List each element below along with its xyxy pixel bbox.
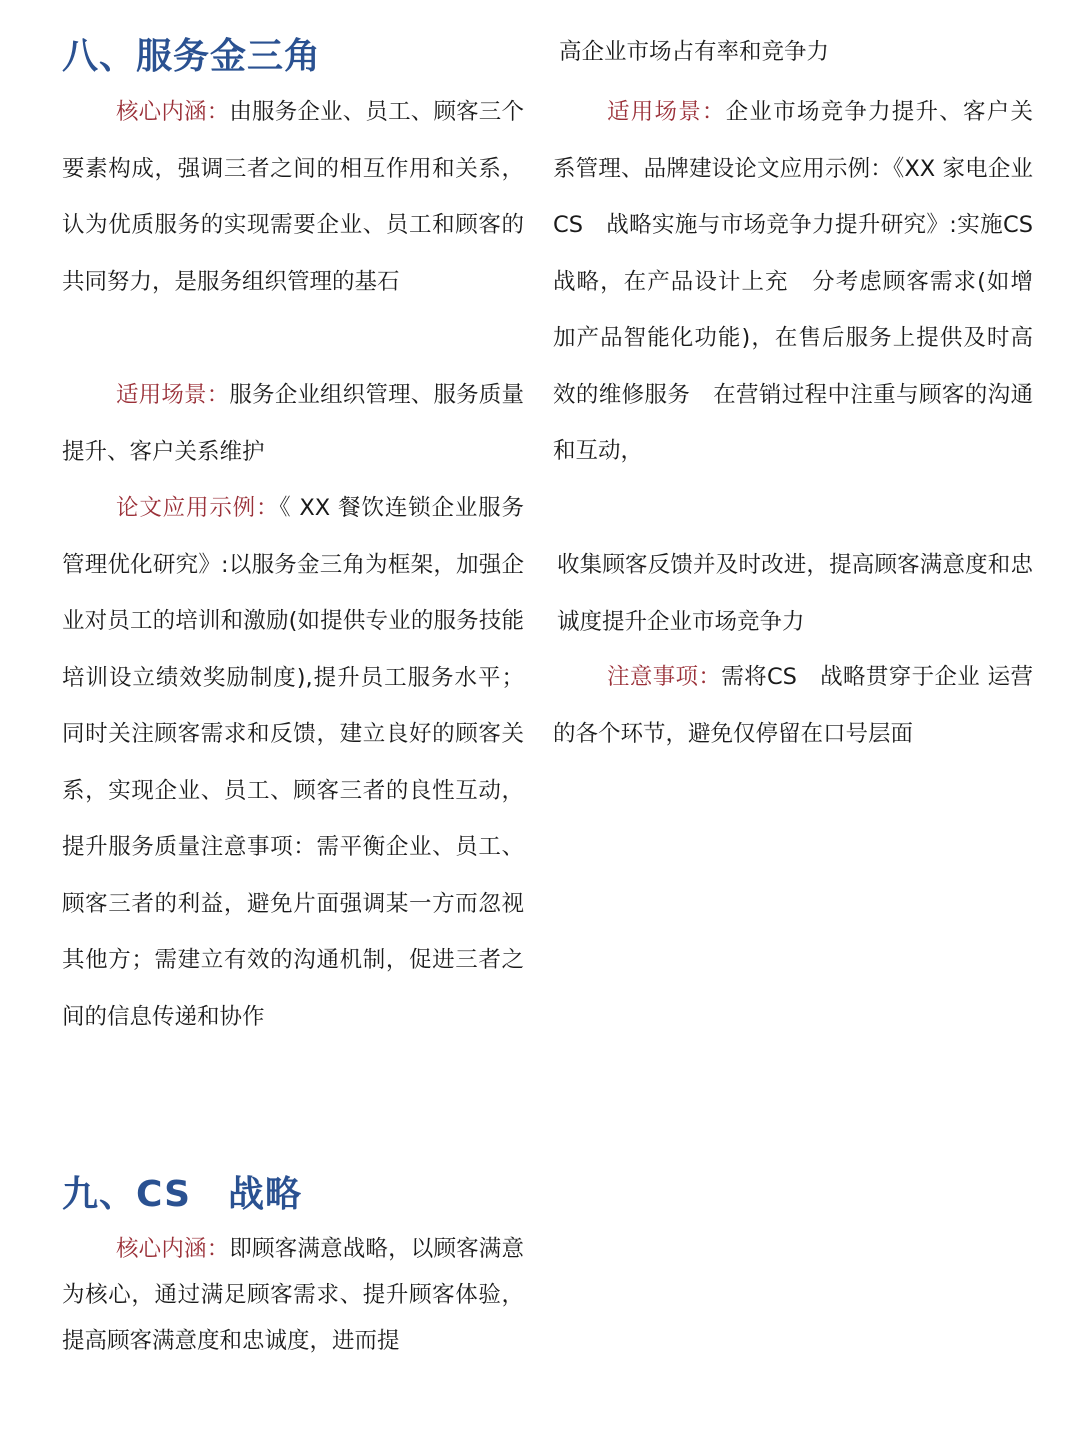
- scene-label: 适用场景：: [116, 382, 230, 408]
- scene-text: 服务企业组织管理、服务质量提升、客户关系维护: [62, 382, 524, 465]
- section-9-title: 九、CS 战略: [62, 1174, 303, 1215]
- scene-label: 适用场景：: [607, 99, 726, 125]
- example-text: 《 XX 餐饮连锁企业服务管理优化研究》:以服务金三角为框架，加强企业对员工的培训和激励(如提供专业的服务技能培训设立绩效奖励制度),提升员工服务水平；同时关注顾客需求和反馈，建立良好的顾客关系，实现企业、员工、顾客三者的良性互动，提升服务质量注意事项：需平衡企业、员工、顾客三者的利益，避免片面强调某一方而忽视其他方；需建立有效的沟通机制，促进三者之间的信息传递和协作: [62, 495, 524, 1030]
- section-9-scene-paragraph: [553, 84, 1056, 480]
- section-8-scene-paragraph: [62, 367, 524, 480]
- section-8-core-paragraph: [62, 84, 524, 310]
- core-text: 即顾客满意战略，以顾客满意为核心，通过满足顾客需求、提升顾客体验，提高顾客满意度和忠诚度，进而提: [62, 1236, 524, 1354]
- core-text: 由服务企业、员工、顾客三个要素构成，强调三者之间的相互作用和关系，认为优质服务的实现需要企业、员工和顾客的共同努力，是服务组织管理的基石: [62, 99, 524, 295]
- section-9-core-continuation: 高企业市场占有率和竞争力: [559, 39, 830, 65]
- note-text: 需将CS 战略贯穿于企业 运营的各个环节，避免仅停留在口号层面: [553, 664, 1033, 747]
- section-9-core-paragraph: [62, 1226, 524, 1364]
- section-8-example-paragraph: [62, 480, 524, 1045]
- example-label: 论文应用示例：: [116, 495, 280, 521]
- section-9-note-paragraph: [553, 649, 1033, 762]
- scene-text: 企业市场竞争力提升、客户关系管理、品牌建设论文应用示例：《XX 家电企业CS 战略实施与市场竞争力提升研究》:实施CS 战略，在产品设计上充 分考虑顾客需求(如增加产品智能化功能)，在售后服务上提供及时高效的维修服务 在营销过程中注重与顾客的沟通和互动，: [553, 99, 1056, 464]
- core-label: 核心内涵：: [116, 99, 230, 125]
- core-label: 核心内涵：: [116, 1236, 230, 1262]
- section-8-title: 八、服务金三角: [62, 36, 322, 77]
- note-label: 注意事项：: [607, 664, 722, 690]
- section-9-feedback-paragraph: 收集顾客反馈并及时改进，提高顾客满意度和忠诚度提升企业市场竞争力: [557, 552, 1033, 635]
